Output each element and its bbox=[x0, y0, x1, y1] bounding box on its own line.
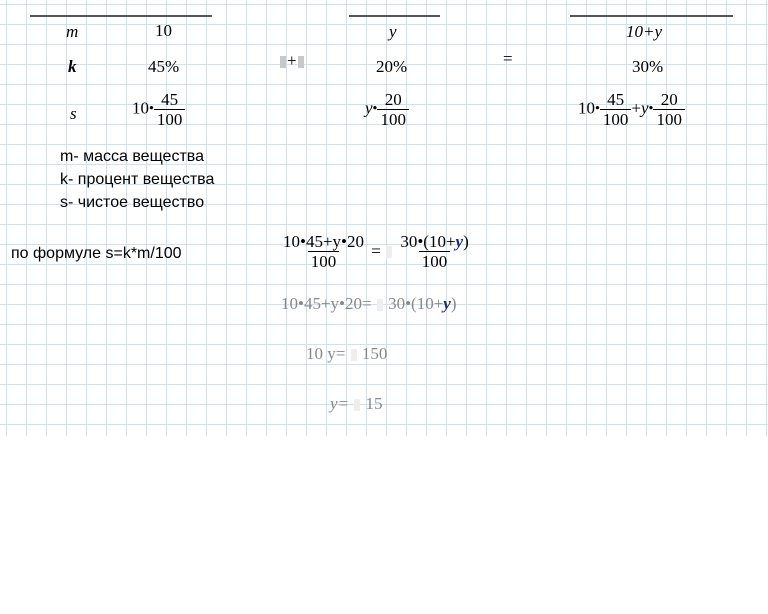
placeholder[interactable] bbox=[386, 246, 392, 258]
col1-s-fraction bbox=[154, 90, 186, 129]
formula-label: по формуле s=k*m/100 bbox=[11, 245, 182, 262]
placeholder[interactable] bbox=[354, 399, 360, 411]
step1-rhs-close: ) bbox=[450, 294, 457, 313]
col2-s-numerator: 20 bbox=[384, 90, 402, 109]
step3-equation[interactable] bbox=[330, 394, 383, 414]
col2-s-var: y bbox=[365, 98, 373, 118]
col2-m-value: y bbox=[389, 22, 397, 41]
equation-equals: = bbox=[371, 241, 381, 261]
placeholder[interactable] bbox=[377, 299, 383, 311]
step1-rhs-part: 30•(10+ bbox=[388, 294, 444, 313]
lhs-denominator: 100 bbox=[308, 251, 340, 271]
col2-k-value: 20% bbox=[376, 57, 408, 76]
legend-m: m- масса вещества bbox=[60, 148, 204, 165]
plus-operator[interactable] bbox=[279, 51, 305, 71]
col3-k-value: 30% bbox=[632, 57, 664, 76]
legend-s: s- чистое вещество bbox=[60, 194, 205, 211]
column1-header-line bbox=[30, 15, 212, 17]
col3-s-denominator1: 100 bbox=[600, 109, 632, 129]
step2-rhs: 150 bbox=[361, 344, 388, 363]
lhs-fraction bbox=[280, 232, 367, 271]
col1-k-value: 45% bbox=[148, 57, 180, 76]
col1-s-expression bbox=[132, 90, 185, 129]
step3-rhs: 15 bbox=[365, 394, 383, 413]
col1-s-denominator: 100 bbox=[154, 109, 186, 129]
placeholder-left[interactable] bbox=[280, 56, 286, 68]
row-label-s: s bbox=[70, 104, 77, 123]
step1-equation[interactable] bbox=[281, 294, 457, 314]
equals-operator: = bbox=[503, 49, 513, 68]
row-label-m: m bbox=[66, 22, 79, 41]
multiply-dot: • bbox=[149, 101, 154, 117]
step1-lhs: 10•45+y•20= bbox=[281, 294, 372, 313]
col2-s-fraction bbox=[377, 90, 409, 129]
column3-header-line bbox=[570, 15, 733, 17]
step2-lhs: 10 y= bbox=[306, 344, 346, 363]
col3-s-numerator1: 45 bbox=[607, 90, 625, 109]
rhs-denominator: 100 bbox=[419, 251, 451, 271]
rhs-numerator bbox=[397, 232, 471, 251]
col3-s-coef: 10 bbox=[578, 98, 595, 118]
multiply-dot: • bbox=[648, 101, 654, 117]
rhs-variable: y bbox=[455, 232, 464, 251]
col1-s-numerator: 45 bbox=[161, 90, 179, 109]
col1-s-coef: 10 bbox=[132, 98, 149, 118]
multiply-dot: • bbox=[372, 101, 378, 117]
plus-symbol: + bbox=[287, 51, 297, 70]
col2-s-denominator: 100 bbox=[377, 109, 409, 129]
step2-equation[interactable] bbox=[306, 344, 387, 364]
plus-symbol: + bbox=[631, 98, 641, 118]
col3-s-fraction1 bbox=[600, 90, 632, 129]
rhs-numerator-part: 30•(10+ bbox=[400, 232, 456, 251]
placeholder[interactable] bbox=[351, 349, 357, 361]
col3-s-denominator2: 100 bbox=[653, 109, 685, 129]
col3-s-expression bbox=[578, 90, 685, 129]
col1-m-value: 10 bbox=[155, 21, 172, 40]
column2-header-line bbox=[349, 15, 440, 17]
multiply-dot: • bbox=[595, 101, 600, 117]
step1-variable: y bbox=[443, 294, 451, 313]
col3-s-numerator2: 20 bbox=[660, 90, 678, 109]
col3-s-fraction2 bbox=[653, 90, 685, 129]
col3-s-var: y bbox=[641, 98, 649, 118]
rhs-numerator-close: ) bbox=[463, 232, 469, 251]
row-label-k: k bbox=[68, 57, 77, 76]
col3-m-value: 10+y bbox=[626, 22, 663, 41]
col2-s-expression bbox=[365, 90, 409, 129]
lhs-numerator: 10•45+y•20 bbox=[283, 232, 364, 251]
step3-lhs: y= bbox=[330, 394, 350, 413]
main-equation[interactable] bbox=[280, 232, 472, 271]
legend-k: k- процент вещества bbox=[60, 171, 215, 188]
placeholder-right[interactable] bbox=[298, 56, 304, 68]
rhs-fraction bbox=[397, 232, 471, 271]
